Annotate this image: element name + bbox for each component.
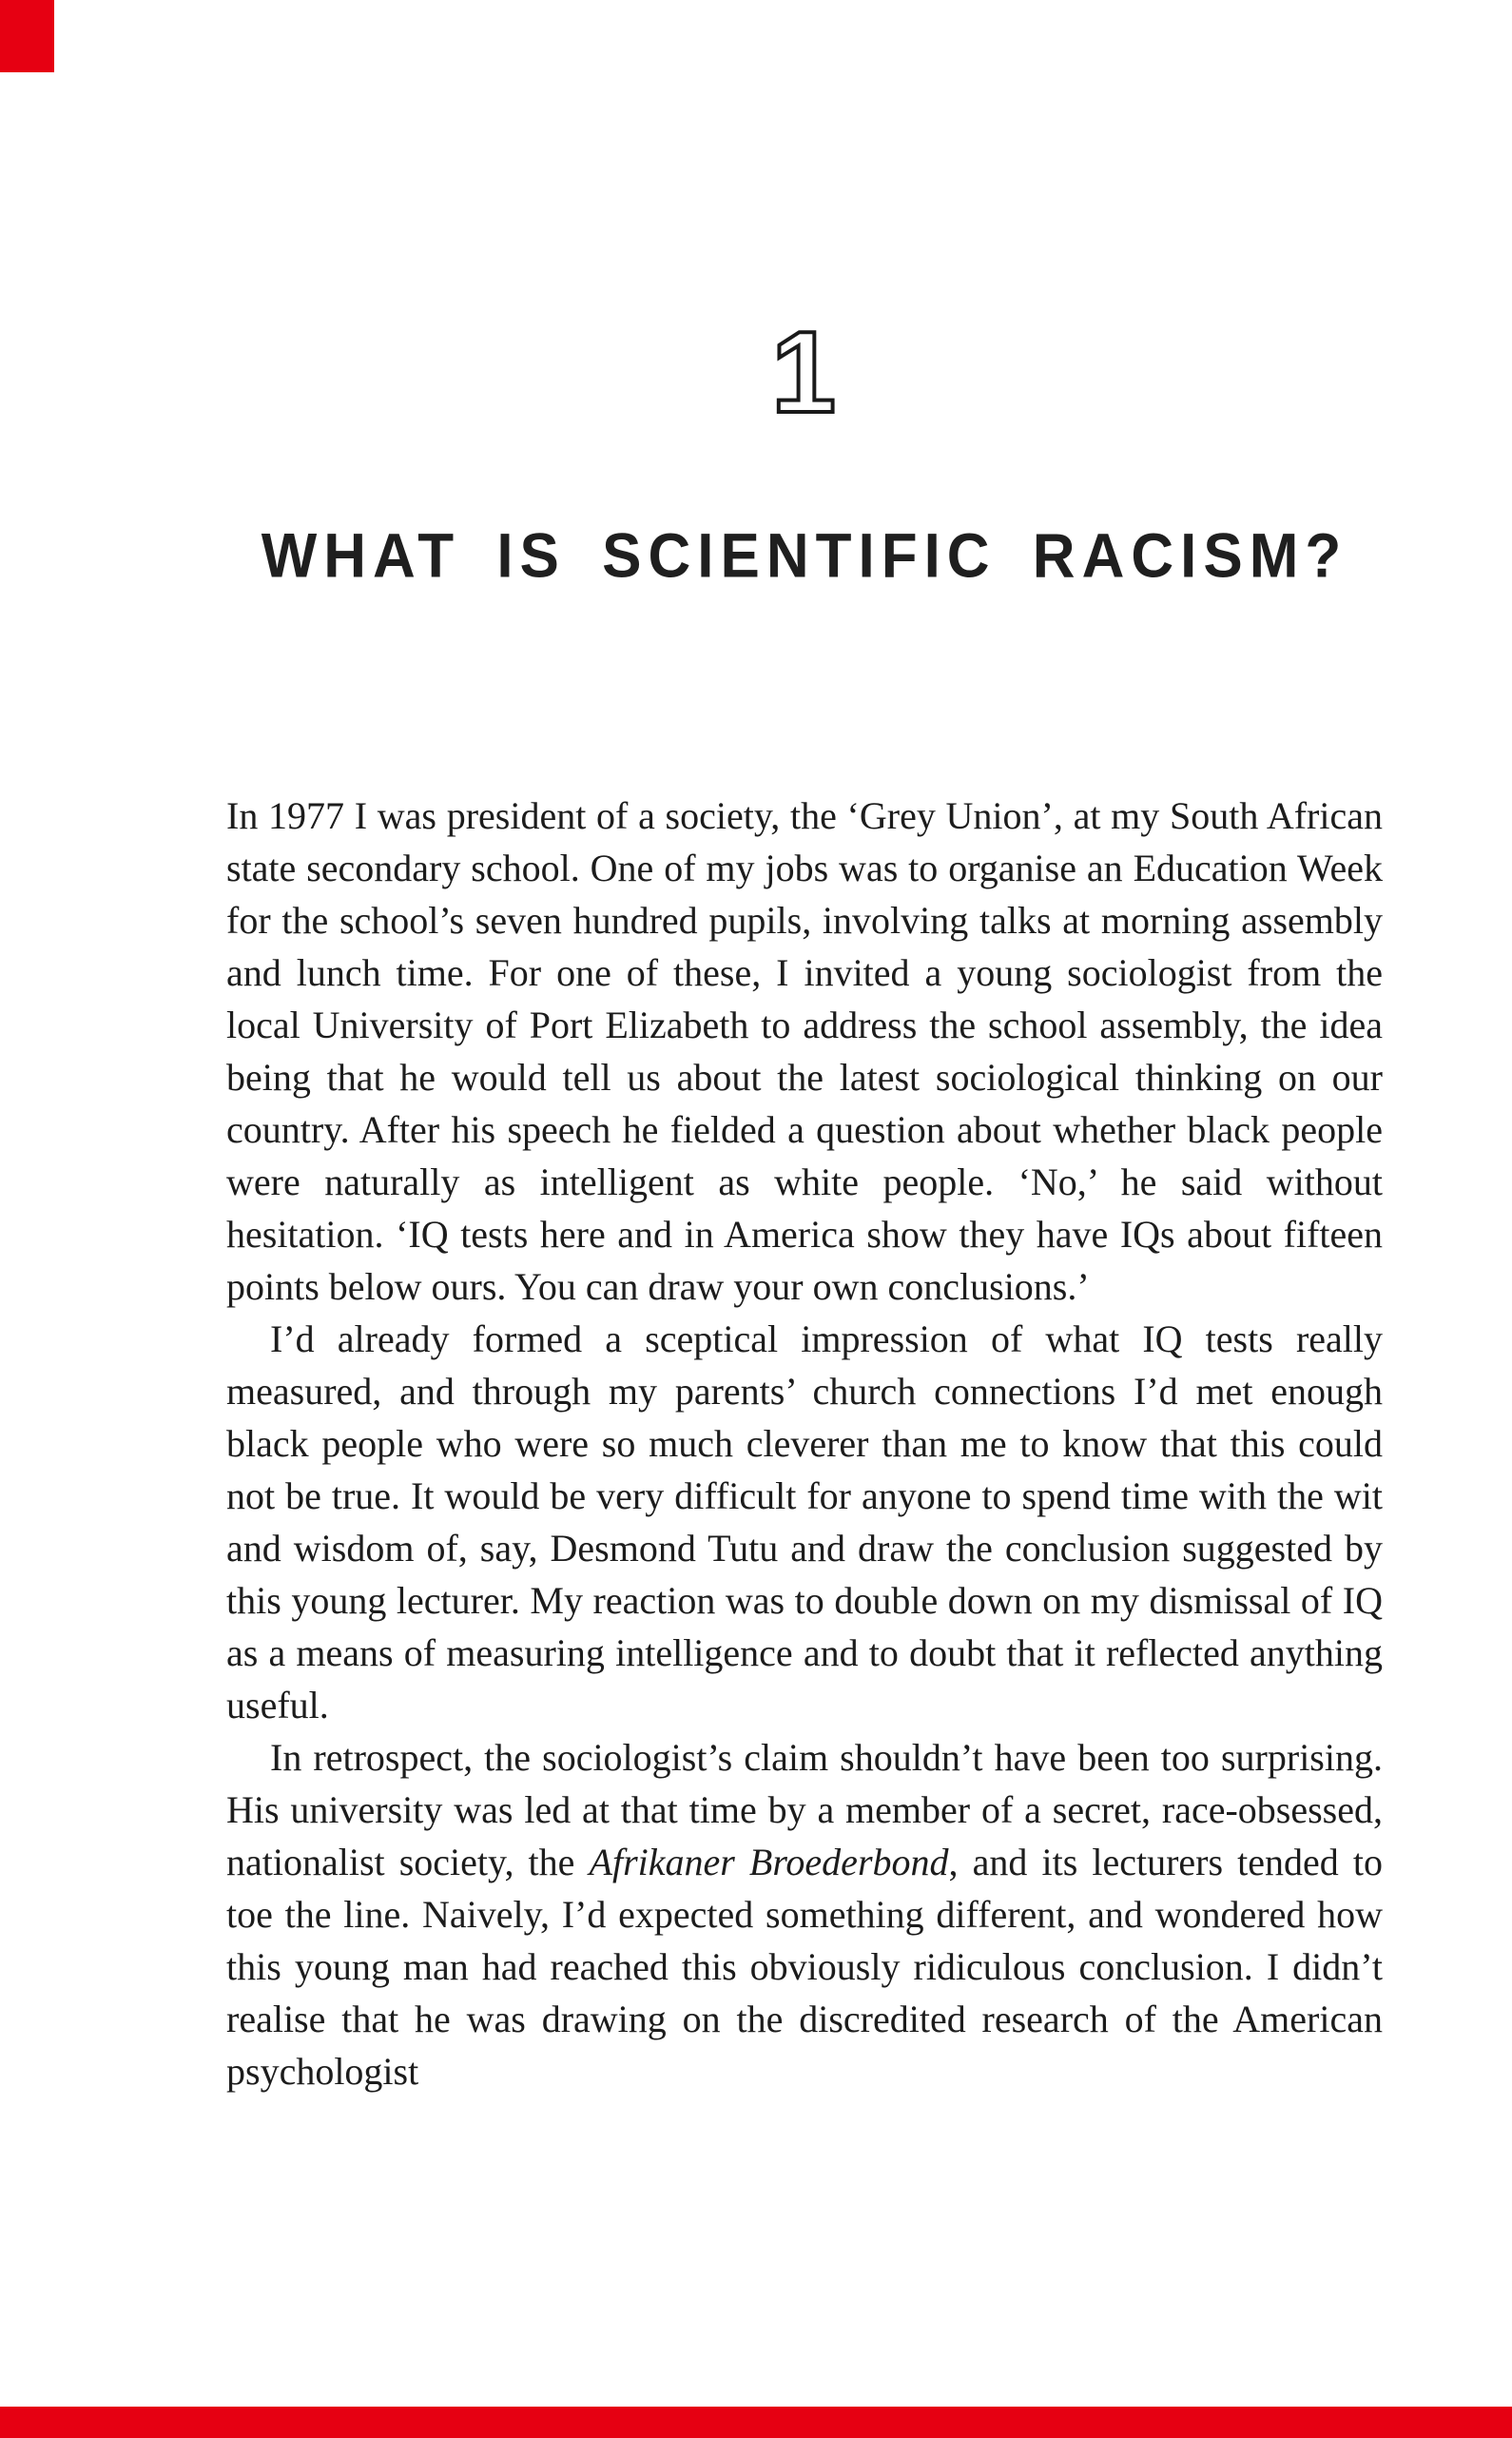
paragraph-text: , and its lecturers tended to toe the line. Naively, I’d expected something different, and wondered how this young man had reached this obviously ridiculous conclusion. I didn’t realise that he was drawing on the discredited research of the American psychologist — [226, 1841, 1383, 2093]
paragraph — [226, 1731, 1383, 2097]
paragraph-text: In 1977 I was president of a society, the ‘Grey Union’, at my South African state secondary school. One of my jobs was to organise an Education Week for the school’s seven hundred pupils, involving talks at morning assembly and lunch time. For one of these, I invited a young sociologist from the local University of Port Elizabeth to address the school assembly, the idea being that he would tell us about the latest sociological thinking on our country. After his speech he fielded a question about whether black people were naturally as intelligent as white people. ‘No,’ he said without hesitation. ‘IQ tests here and in America show they have IQs about fifteen points below ours. You can draw your own conclusions.’ — [226, 794, 1383, 1308]
chapter-title: WHAT IS SCIENTIFIC RACISM? — [261, 521, 1348, 592]
paragraph-text: In retrospect, the sociologist’s claim shouldn’t have been too surprising. His university was led at that time by a member of a secret, race-obsessed, nationalist society, the — [226, 1736, 1383, 1883]
paragraph — [226, 1313, 1383, 1731]
page-corner-accent — [0, 0, 54, 72]
body-text — [226, 790, 1383, 2097]
chapter-number: 1 — [771, 307, 838, 437]
paragraph-text: I’d already formed a sceptical impression of what IQ tests really measured, and through my parents’ church connections I’d met enough black people who were so much cleverer than me to know that this could not be true. It would be very difficult for anyone to spend time with the wit and wisdom of, say, Desmond Tutu and draw the conclusion suggested by this young lecturer. My reaction was to double down on my dismissal of IQ as a means of measuring intelligence and to doubt that it reflected anything useful. — [226, 1317, 1383, 1726]
paragraph-text-italic: Afrikaner Broederbond — [589, 1841, 949, 1883]
page-bottom-accent-bar — [0, 2407, 1512, 2438]
text-block — [226, 0, 1383, 2097]
paragraph — [226, 790, 1383, 1313]
